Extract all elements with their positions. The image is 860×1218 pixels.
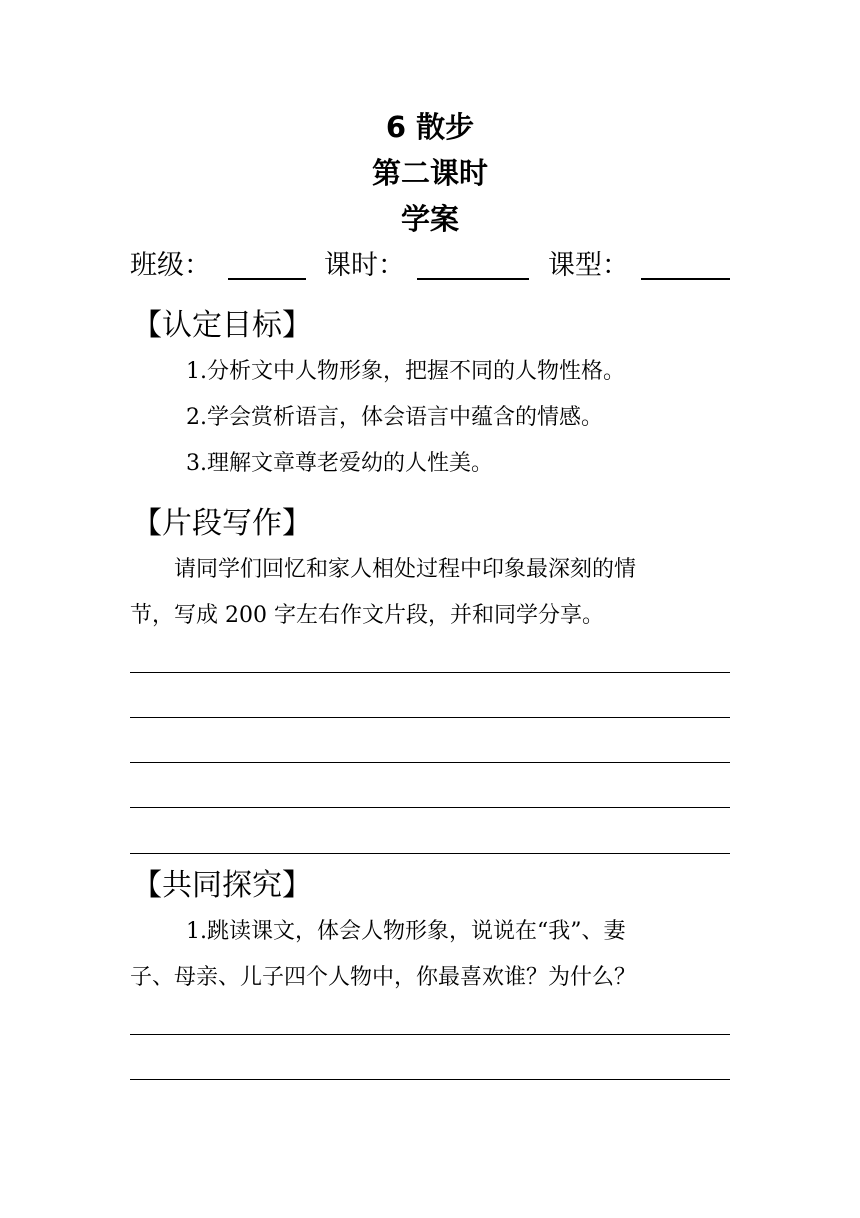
writing-heading: 【片段写作】 xyxy=(132,506,312,541)
class-blank[interactable] xyxy=(228,278,306,280)
worksheet-page xyxy=(130,0,730,1218)
goal-item: 1.分析文中人物形象，把握不同的人物性格。 xyxy=(186,359,625,384)
type-label: 课型： xyxy=(548,250,629,281)
answer-line[interactable] xyxy=(130,853,730,854)
class-label: 班级： xyxy=(130,250,211,281)
explore-heading: 【共同探究】 xyxy=(132,868,312,903)
type-blank[interactable] xyxy=(641,278,730,280)
explore-question-line: 子、母亲、儿子四个人物中，你最喜欢谁？为什么？ xyxy=(130,965,637,990)
answer-line[interactable] xyxy=(130,1079,730,1080)
answer-line[interactable] xyxy=(130,1034,730,1035)
writing-prompt-line: 请同学们回忆和家人相处过程中印象最深刻的情 xyxy=(174,557,637,582)
answer-line[interactable] xyxy=(130,672,730,673)
goals-heading: 【认定目标】 xyxy=(132,308,312,343)
lesson-title: 6 散步 xyxy=(385,110,475,144)
period-label: 课时： xyxy=(324,250,405,281)
document-type: 学案 xyxy=(400,202,459,236)
meta-fields-row xyxy=(130,248,730,284)
lesson-subtitle: 第二课时 xyxy=(371,156,488,190)
goal-item: 3.理解文章尊老爱幼的人性美。 xyxy=(186,451,493,476)
period-blank[interactable] xyxy=(417,278,529,280)
goal-item: 2.学会赏析语言，体会语言中蕴含的情感。 xyxy=(186,405,603,430)
answer-line[interactable] xyxy=(130,807,730,808)
answer-line[interactable] xyxy=(130,717,730,718)
answer-line[interactable] xyxy=(130,762,730,763)
writing-prompt-line: 节，写成 200 字左右作文片段，并和同学分享。 xyxy=(130,603,604,628)
explore-question-line: 1.跳读课文，体会人物形象，说说在“我”、妻 xyxy=(186,919,626,944)
